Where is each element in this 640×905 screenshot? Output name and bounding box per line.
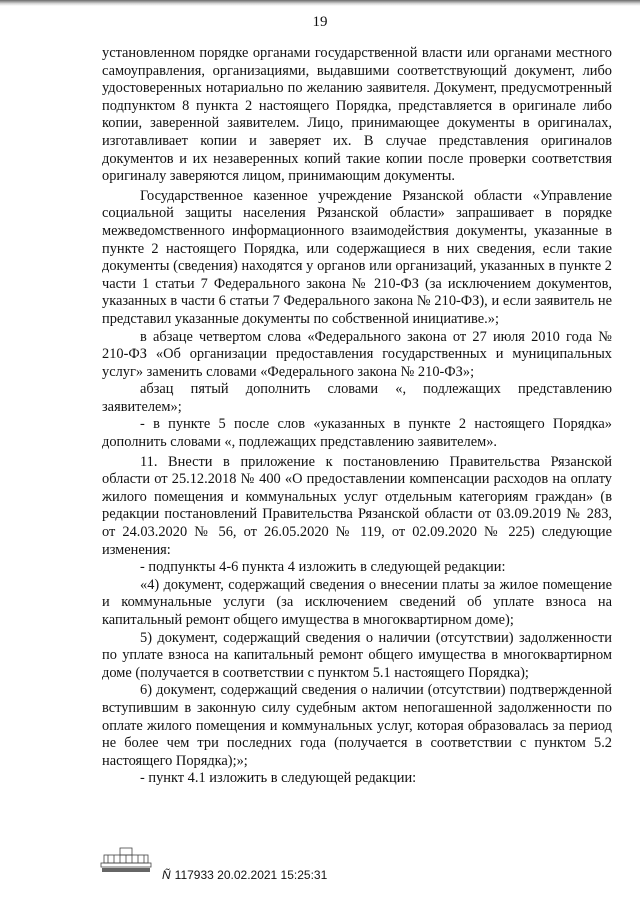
- registration-mark: Ñ: [162, 868, 171, 882]
- paragraph: в абзаце четвертом слова «Федерального закона от 27 июля 2010 года № 210-ФЗ «Об организации предоставления государственных и муниципальных услуг» заменить словами «Федерального закона № 210-ФЗ»;: [102, 328, 612, 380]
- document-body: [102, 45, 612, 788]
- scan-top-edge: [0, 0, 640, 6]
- paragraph: - в пункте 5 после слов «указанных в пункте 2 настоящего Порядка» дополнить словами «, подлежащих представлению заявителем».: [102, 416, 612, 451]
- paragraph: - пункт 4.1 изложить в следующей редакции:: [140, 770, 417, 787]
- paragraph: «4) документ, содержащий сведения о внесении платы за жилое помещение и коммунальные услуги (за исключением сведений об уплате взноса на капитальный ремонт общего имущества в многоквартирном доме);: [102, 576, 612, 628]
- paragraph: 5) документ, содержащий сведения о наличии (отсутствии) задолженности по уплате взноса на капитальный ремонт общего имущества в многоквартирном доме (получается в соответствии с пунктом 5.1 настоящего Порядка);: [102, 629, 612, 681]
- document-registration-code: [162, 868, 327, 882]
- paragraph: - подпункты 4-6 пункта 4 изложить в следующей редакции:: [140, 559, 506, 576]
- paragraph: установленном порядке органами государственной власти или органами местного самоуправления, организациями, выдавшими соответствующий документ, либо удостоверенных нотариально по желанию заявителя. Документ, предусмотренный подпунктом 8 пункта 2 настоящего Порядка, представляется в оригинале либо копии, заверенной заявителем. Лицо, принимающее документы в оригиналах, изготавливает копии и заверяет их. В случае представления оригиналов документов и их незаверенных копий такие копии после проверки соответствия оригиналу заверяются лицом, принимающим документы.: [102, 45, 612, 185]
- paragraph: абзац пятый дополнить словами «, подлежащих представлению заявителем»;: [102, 381, 612, 415]
- building-stamp-icon: [100, 845, 152, 873]
- page-number: 19: [312, 14, 328, 30]
- paragraph: 11. Внести в приложение к постановлению Правительства Рязанской области от 25.12.2018 № 400 «О предоставлении компенсации расходов на оплату жилого помещения и коммунальных услуг отдельным категориям граждан» (в редакции постановлений Правительства Рязанской области от 03.09.2019 № 283, от 24.03.2020 № 56, от 26.05.2020 № 119, от 02.09.2020 № 225) следующие изменения:: [102, 453, 612, 558]
- paragraph: Государственное казенное учреждение Рязанской области «Управление социальной защиты населения Рязанской области» запрашивает в порядке межведомственного информационного взаимодействия документы, указанные в пункте 2 настоящего Порядка, или содержащиеся в них сведения, если такие документы (сведения) находятся у органов или организаций, указанных в пункте 2 части 1 статьи 7 Федерального закона № 210-ФЗ (за исключением документов, указанных в части 6 статьи 7 Федерального закона № 210-ФЗ), и если заявитель не представил указанные документы по собственной инициативе.»;: [102, 187, 612, 327]
- registration-code: 117933 20.02.2021 15:25:31: [174, 868, 328, 882]
- paragraph: 6) документ, содержащий сведения о наличии (отсутствии) подтвержденной вступившим в законную силу судебным актом непогашенной задолженности по оплате жилого помещения и коммунальных услуг, которая образовалась за период не более чем три последних года (получается в соответствии с пунктом 5.2 настоящего Порядка);»;: [102, 682, 612, 769]
